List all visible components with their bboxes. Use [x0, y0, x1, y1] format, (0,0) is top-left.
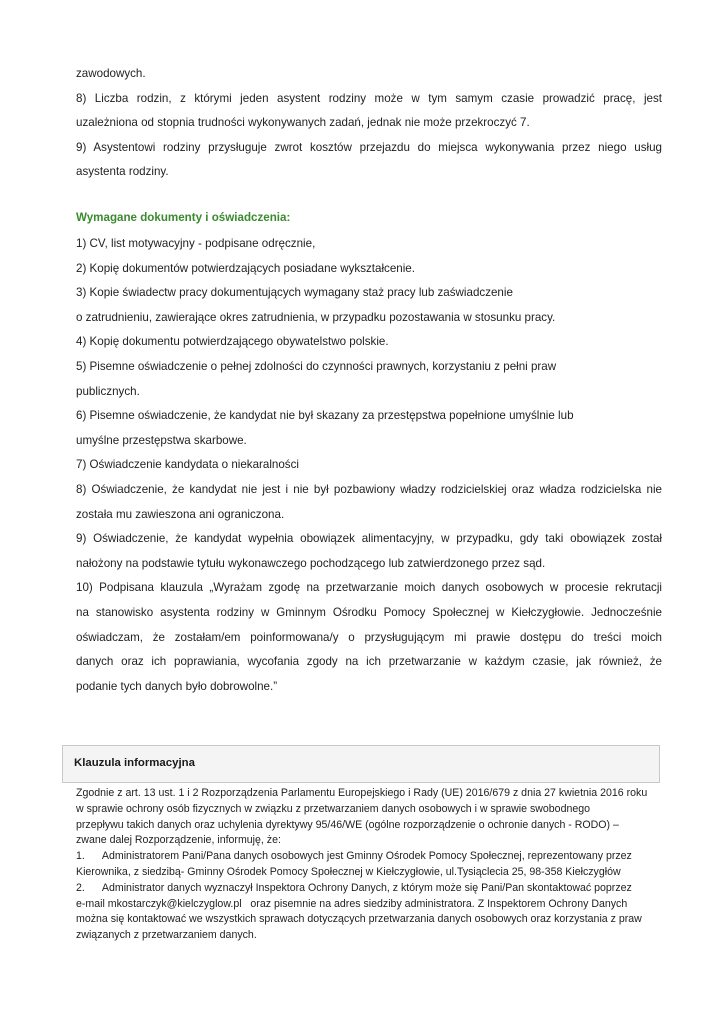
clause-line: e-mail mkostarczyk@kielczyglow.pl oraz pisemnie na adres siedziby administratora. Z Inspektorem Ochrony Danych	[76, 897, 628, 910]
list-item: danych oraz ich poprawiania, wycofania zgody na ich przetwarzanie w każdym czasie, jak również, że	[76, 655, 662, 669]
list-item: 9) Oświadczenie, że kandydat wypełnia obowiązek alimentacyjny, w przypadku, gdy taki obowiązek został	[76, 532, 662, 546]
list-item: o zatrudnieniu, zawierające okres zatrudnienia, w przypadku pozostawania w stosunku pracy.	[76, 310, 556, 324]
list-item: 8) Oświadczenie, że kandydat nie jest i nie był pozbawiony władzy rodzicielskiej oraz władza rodzicielska nie	[76, 482, 662, 496]
clause-line: Zgodnie z art. 13 ust. 1 i 2 Rozporządzenia Parlamentu Europejskiego i Rady (UE) 2016/679 z dnia 27 kwietnia 2016 roku	[76, 787, 648, 799]
list-item: 10) Podpisana klauzula „Wyrażam zgodę na przetwarzanie moich danych osobowych w procesie rekrutacji	[76, 581, 662, 595]
clause-line: zwane dalej Rozporządzenie, informuję, że:	[76, 834, 281, 847]
section-heading: Wymagane dokumenty i oświadczenia:	[76, 211, 291, 224]
rodo-clause	[76, 786, 662, 944]
documents-list	[76, 232, 662, 699]
info-clause-title: Klauzula informacyjna	[74, 757, 195, 769]
list-item: 6) Pisemne oświadczenie, że kandydat nie był skazany za przestępstwa popełnione umyślnie lub	[76, 409, 574, 423]
clause-line: Kierownika, z siedzibą- Gminny Ośrodek Pomocy Społecznej w Kiełczygłowie, ul.Tysiąclecia 25, 98-358 Kiełczygłów	[76, 865, 621, 878]
text-line: uzależniona od stopnia trudności wykonywanych zadań, jednak nie może przekroczyć 7.	[76, 116, 530, 130]
clause-line: w sprawie ochrony osób fizycznych w związku z przetwarzaniem danych osobowych i w sprawie swobodnego	[76, 802, 591, 815]
list-item: na stanowisko asystenta rodziny w Gminnym Ośrodku Pomocy Społecznej w Kiełczygłowie. Jednocześnie	[76, 605, 662, 619]
text-line: 9) Asystentowi rodziny przysługuje zwrot kosztów przejazdu do miejsca wykonywania przez niego usług	[76, 140, 662, 154]
list-item: oświadczam, że zostałam/em poinformowana/y o przysługującym mi prawie dostępu do treści moich	[76, 630, 662, 644]
intro-paragraphs	[76, 62, 662, 185]
clause-line: 2. Administrator danych wyznaczył Inspektora Ochrony Danych, z którym może się Pani/Pan skontaktować poprzez	[76, 881, 632, 894]
list-item: 3) Kopie świadectw pracy dokumentujących wymagany staż pracy lub zaświadczenie	[76, 286, 513, 300]
text-line: asystenta rodziny.	[76, 165, 169, 179]
list-item: 2) Kopię dokumentów potwierdzających posiadane wykształcenie.	[76, 261, 415, 275]
clause-line: związanych z przetwarzaniem danych.	[76, 929, 257, 942]
list-item: nałożony na podstawie tytułu wykonawczego pochodzącego lub zatwierdzonego przez sąd.	[76, 556, 546, 570]
list-item: publicznych.	[76, 384, 140, 398]
clause-line: 1. Administratorem Pani/Pana danych osobowych jest Gminny Ośrodek Pomocy Społecznej, reprezentowany przez	[76, 850, 632, 863]
list-item: 1) CV, list motywacyjny - podpisane odręcznie,	[76, 237, 316, 250]
clause-line: można się kontaktować we wszystkich sprawach dotyczących przetwarzania danych osobowych oraz korzystania z praw	[76, 913, 642, 926]
list-item: podanie tych danych było dobrowolne.”	[76, 679, 278, 693]
info-clause-box	[62, 745, 660, 783]
list-item: została mu zawieszona ani ograniczona.	[76, 507, 285, 521]
list-item: 7) Oświadczenie kandydata o niekaralności	[76, 458, 299, 472]
list-item: 4) Kopię dokumentu potwierdzającego obywatelstwo polskie.	[76, 335, 389, 349]
text-line: zawodowych.	[76, 67, 146, 80]
list-item: 5) Pisemne oświadczenie o pełnej zdolności do czynności prawnych, korzystaniu z pełni praw	[76, 359, 557, 373]
clause-line: przepływu takich danych oraz uchylenia dyrektywy 95/46/WE (ogólne rozporządzenie o ochronie danych - RODO) –	[76, 818, 619, 831]
text-line: 8) Liczba rodzin, z którymi jeden asystent rodziny może w tym samym czasie prowadzić pracę, jest	[76, 91, 662, 105]
list-item: umyślne przestępstwa skarbowe.	[76, 433, 247, 447]
